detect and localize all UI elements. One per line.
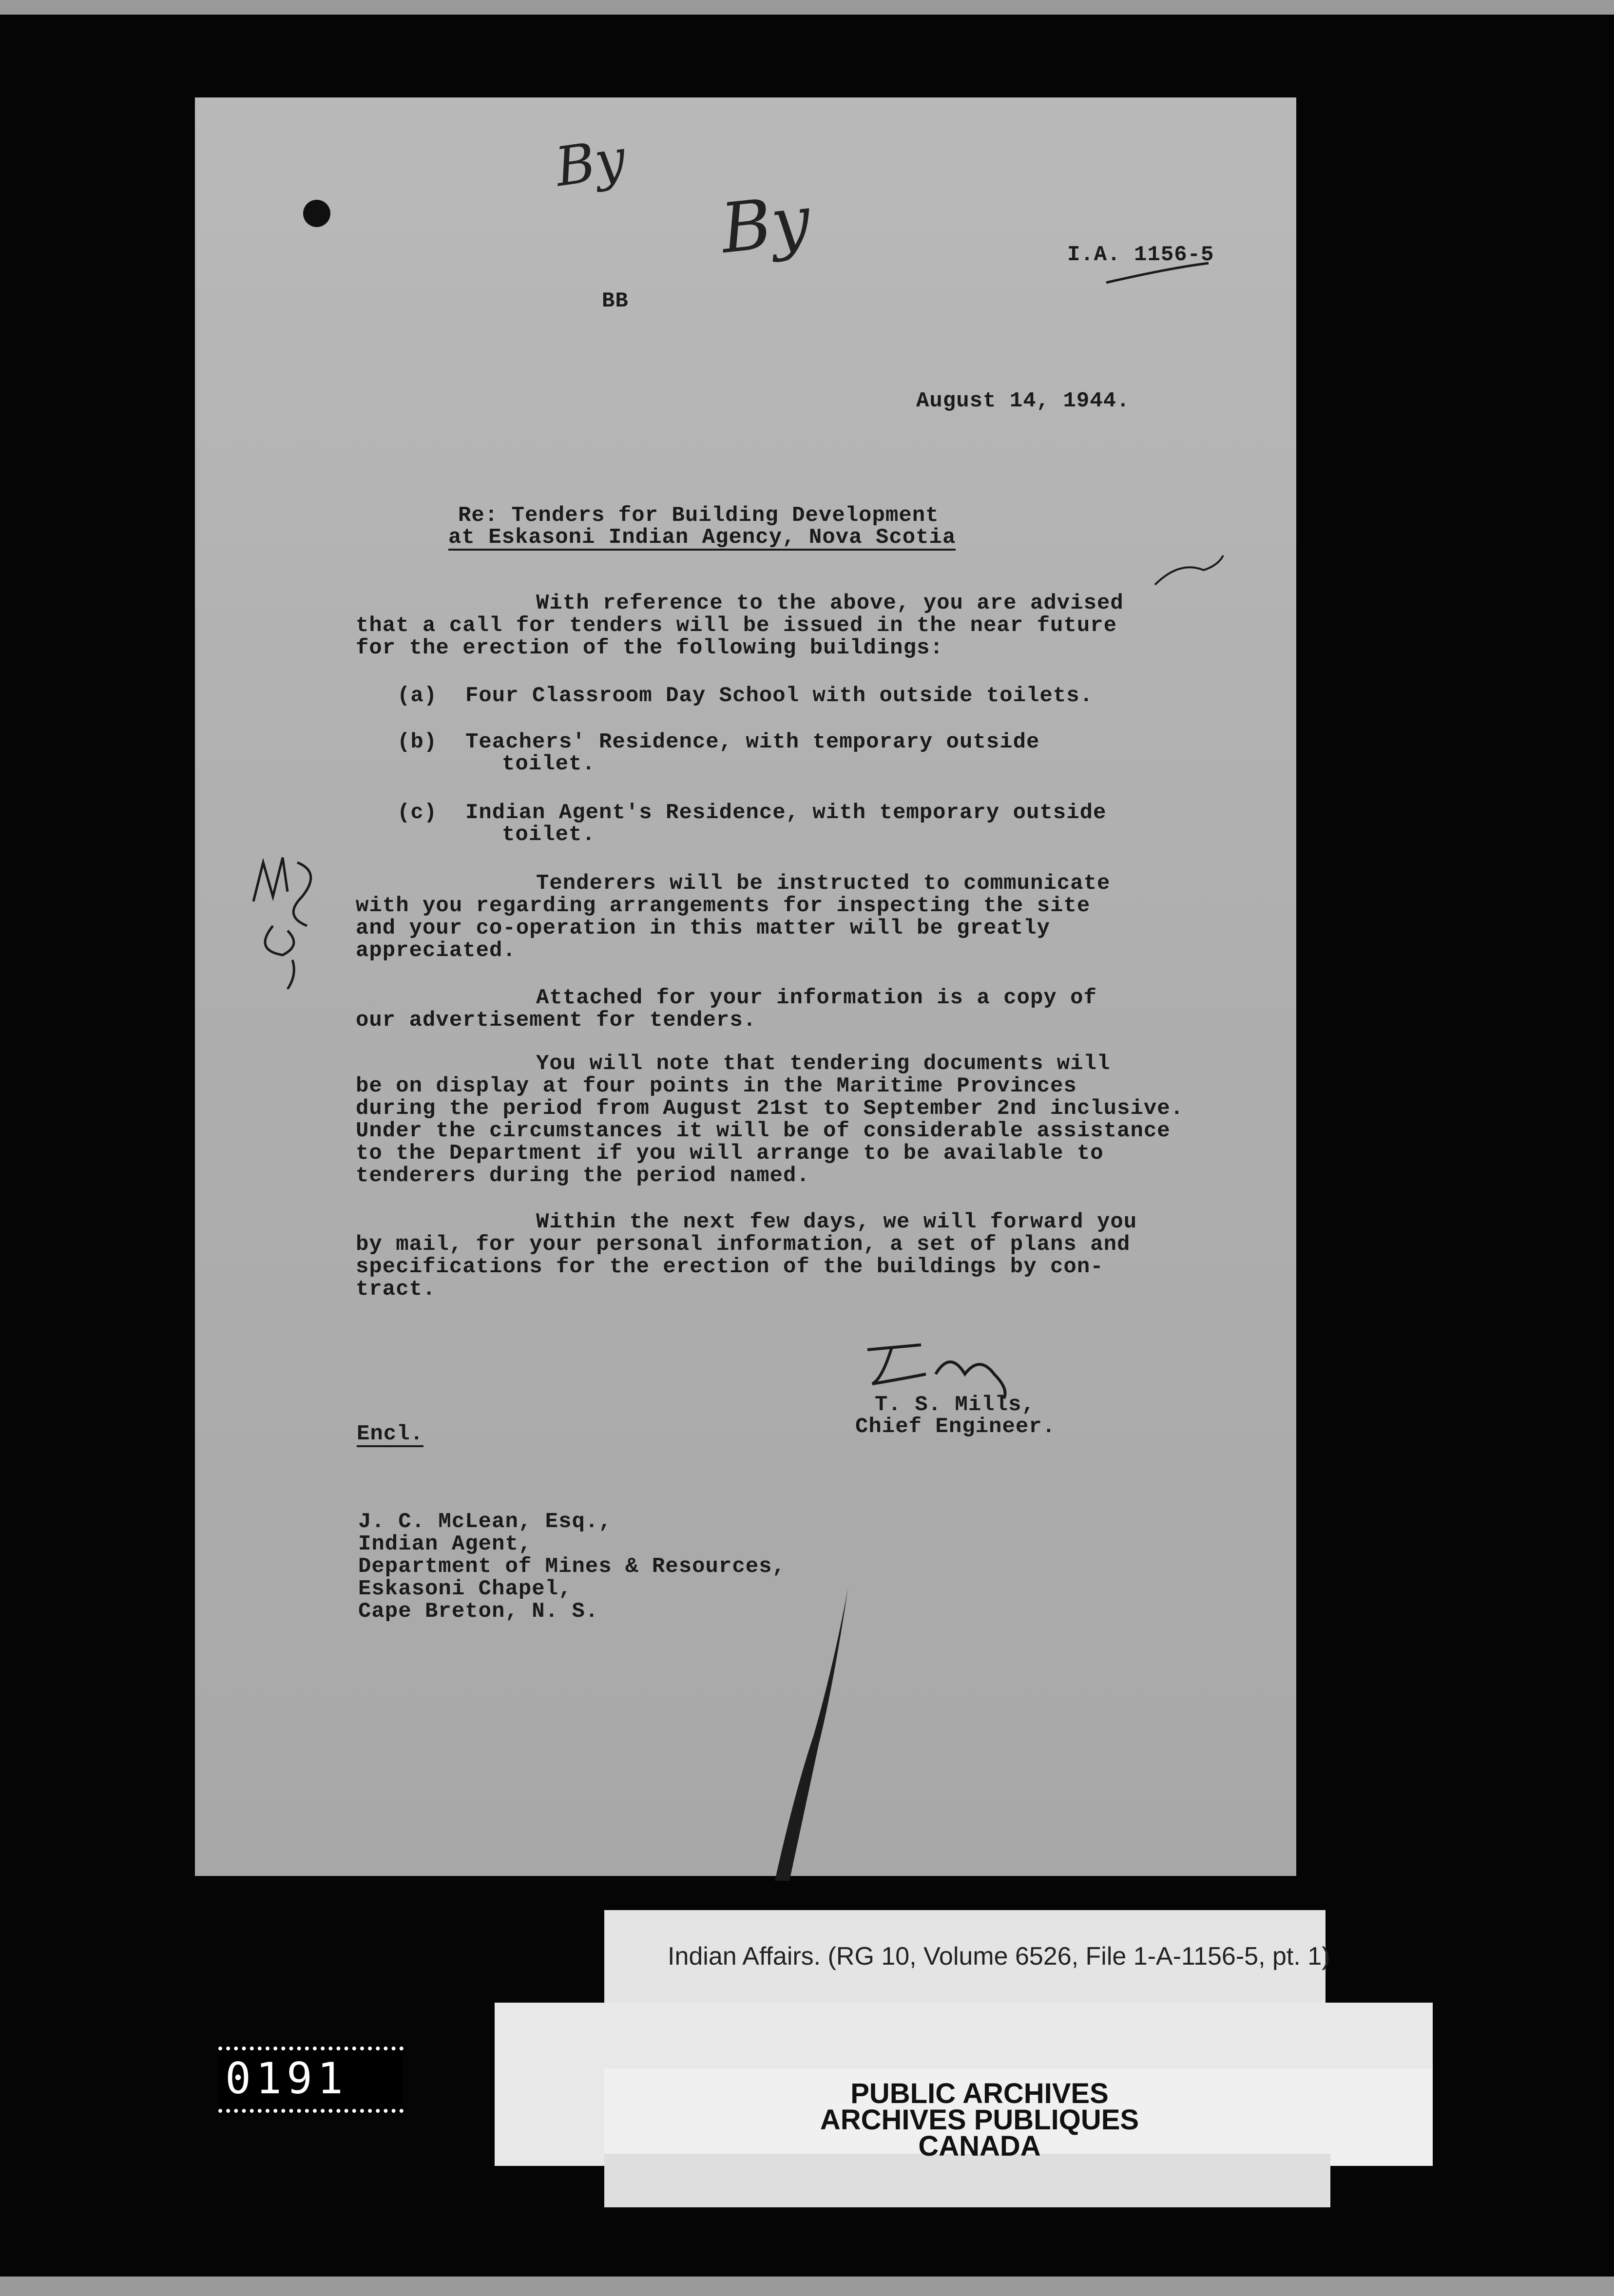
paragraph-line: You will note that tendering documents will [536, 1052, 1111, 1076]
paragraph-3 [356, 987, 1097, 1032]
item-b-text-cont: toilet. [502, 752, 596, 776]
archive-source-text: Indian Affairs. (RG 10, Volume 6526, File 1-A-1156-5, pt. 1) [668, 1942, 1330, 1971]
paragraph-line: by mail, for your personal information, a set of plans and [356, 1232, 1131, 1257]
paragraph-1 [356, 592, 1124, 659]
address-line: Department of Mines & Resources, [358, 1554, 786, 1579]
subject-line-2: at Eskasoni Indian Agency, Nova Scotia [448, 525, 956, 550]
signature-title: Chief Engineer. [855, 1415, 1056, 1439]
item-b-text: Teachers' Residence, with temporary outside [465, 730, 1040, 754]
subject-line-1: Re: Tenders for Building Development [458, 503, 939, 528]
paragraph-line: appreciated. [356, 938, 516, 963]
file-reference: I.A. 1156-5 [1067, 243, 1214, 267]
paragraph-5 [356, 1211, 1137, 1301]
paragraph-line: to the Department if you will arrange to be available to [356, 1141, 1104, 1166]
handwritten-mark-1: By [551, 127, 630, 199]
margin-initials-scribble [244, 843, 336, 989]
address-line: Cape Breton, N. S. [358, 1599, 599, 1624]
addressee-block [358, 1511, 786, 1623]
paragraph-line: specifications for the erection of the buildings by con- [356, 1255, 1104, 1279]
item-b-marker: (b) [397, 730, 438, 754]
scan-edge-top [0, 0, 1614, 15]
paragraph-line: with you regarding arrangements for inspecting the site [356, 894, 1091, 918]
paragraph-line: during the period from August 21st to September 2nd inclusive. [356, 1096, 1184, 1121]
frame-number: 0191 [225, 2053, 348, 2104]
paragraph-line: for the erection of the following buildings: [356, 636, 943, 660]
address-line: Indian Agent, [358, 1532, 532, 1556]
paper-tear-shadow [775, 1588, 863, 1881]
item-c-text-cont: toilet. [502, 823, 596, 847]
paragraph-line: With reference to the above, you are advised [536, 591, 1124, 615]
paragraph-line: Attached for your information is a copy of [536, 986, 1097, 1010]
paragraph-line: that a call for tenders will be issued in the near future [356, 613, 1117, 638]
item-c-text: Indian Agent's Residence, with temporary outside [465, 801, 1107, 825]
paragraph-2 [356, 872, 1110, 962]
item-a-marker: (a) [397, 684, 438, 708]
file-ref-underline [1096, 258, 1213, 287]
letter-page [195, 97, 1296, 1876]
punch-hole [303, 200, 330, 227]
stamp-line: ARCHIVES PUBLIQUES [820, 2104, 1139, 2136]
paragraph-line: our advertisement for tenders. [356, 1008, 757, 1033]
paragraph-4 [356, 1052, 1184, 1187]
item-a-text: Four Classroom Day School with outside toilets. [465, 684, 1094, 708]
paragraph-line: Under the circumstances it will be of considerable assistance [356, 1119, 1171, 1143]
paragraph-line: Tenderers will be instructed to communicate [536, 871, 1111, 896]
item-c-marker: (c) [397, 801, 438, 825]
address-line: J. C. McLean, Esq., [358, 1510, 612, 1534]
address-line: Eskasoni Chapel, [358, 1577, 572, 1601]
film-frame-counter [218, 2047, 404, 2113]
enclosure-note: Encl. [357, 1422, 424, 1446]
paragraph-line: and your co-operation in this matter will be greatly [356, 916, 1051, 940]
initials: BB [602, 289, 629, 313]
paragraph-line: Within the next few days, we will forward you [536, 1210, 1137, 1234]
scan-edge-bottom [0, 2277, 1614, 2296]
signature-name: T. S. Mills, [875, 1393, 1035, 1417]
letter-date: August 14, 1944. [916, 389, 1130, 413]
archive-stamp-text [760, 2078, 1199, 2162]
paragraph-line: tract. [356, 1277, 436, 1301]
margin-scribble [1150, 551, 1228, 594]
paragraph-line: tenderers during the period named. [356, 1164, 810, 1188]
handwritten-mark-2: By [717, 180, 814, 269]
stamp-line: CANADA [918, 2130, 1041, 2162]
stamp-line: PUBLIC ARCHIVES [850, 2078, 1109, 2109]
paragraph-line: be on display at four points in the Maritime Provinces [356, 1074, 1077, 1098]
